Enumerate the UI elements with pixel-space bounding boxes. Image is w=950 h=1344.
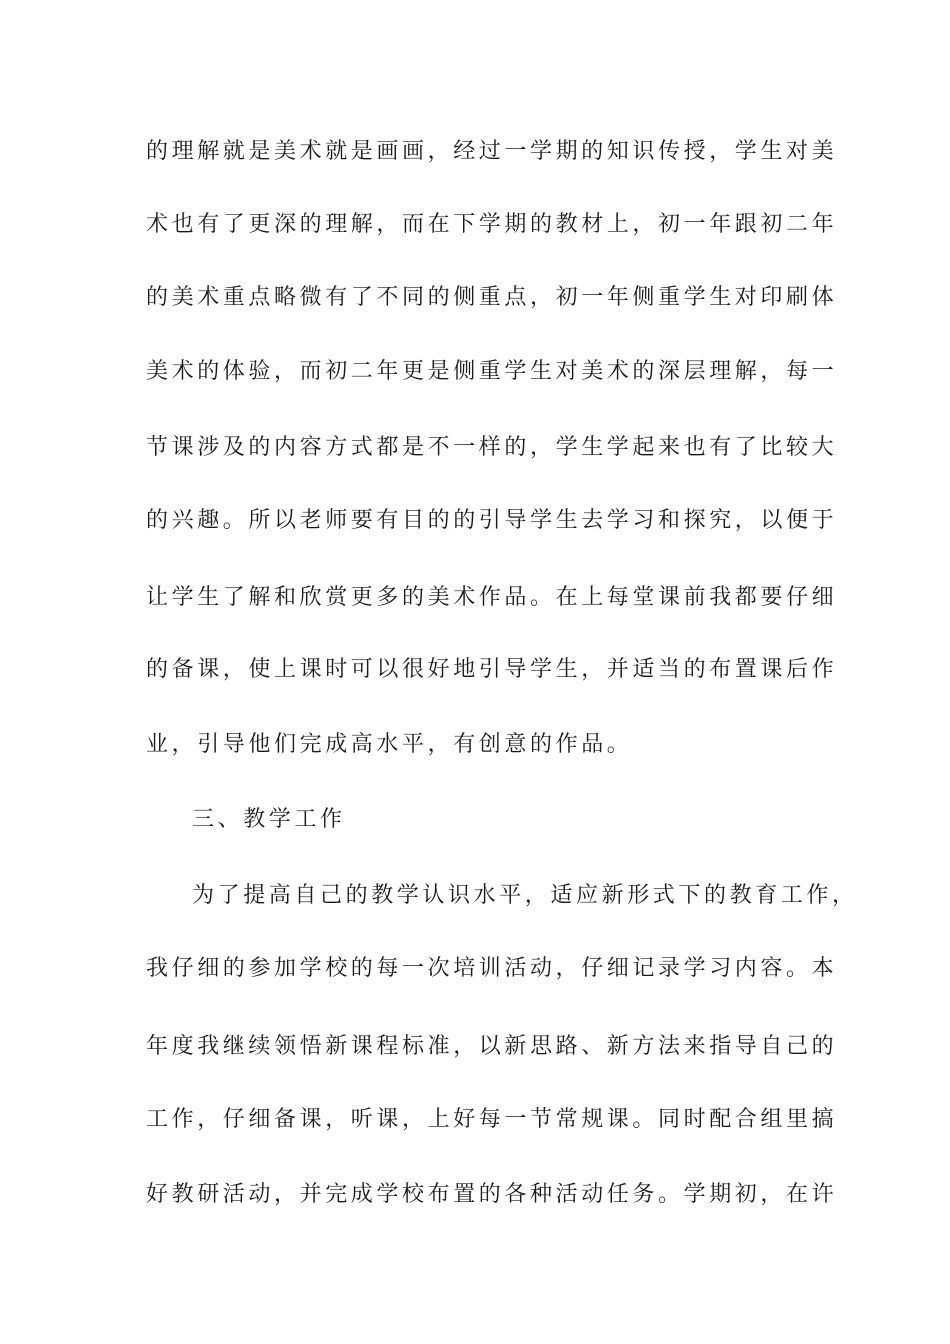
body-text-line: 年度我继续领悟新课程标准，以新思路、新方法来指导自己的 <box>146 1034 838 1059</box>
body-text-line: 术也有了更深的理解，而在下学期的教材上，初一年跟初二年 <box>146 212 838 237</box>
body-text-line: 好教研活动，并完成学校布置的各种活动任务。学期初，在许 <box>146 1182 838 1207</box>
body-text-line: 的备课，使上课时可以很好地引导学生，并适当的布置课后作 <box>146 657 838 682</box>
section-heading: 三、教学工作 <box>192 807 346 832</box>
body-text-line: 工作，仔细备课，听课，上好每一节常规课。同时配合组里搞 <box>146 1107 838 1132</box>
body-text-line: 我仔细的参加学校的每一次培训活动，仔细记录学习内容。本 <box>146 956 838 981</box>
body-text-line: 的美术重点略微有了不同的侧重点，初一年侧重学生对印刷体 <box>146 285 838 310</box>
body-text-line: 美术的体验，而初二年更是侧重学生对美术的深层理解，每一 <box>146 359 838 384</box>
body-text-line: 的理解就是美术就是画画，经过一学期的知识传授，学生对美 <box>146 139 838 164</box>
body-text-line: 的兴趣。所以老师要有目的的引导学生去学习和探究，以便于 <box>146 508 838 533</box>
body-text-line: 业，引导他们完成高水平，有创意的作品。 <box>146 732 633 757</box>
body-text-line: 节课涉及的内容方式都是不一样的，学生学起来也有了比较大 <box>146 435 838 460</box>
body-text-line: 让学生了解和欣赏更多的美术作品。在上每堂课前我都要仔细 <box>146 585 838 610</box>
paragraph-first-line: 为了提高自己的教学认识水平，适应新形式下的教育工作， <box>192 883 858 908</box>
